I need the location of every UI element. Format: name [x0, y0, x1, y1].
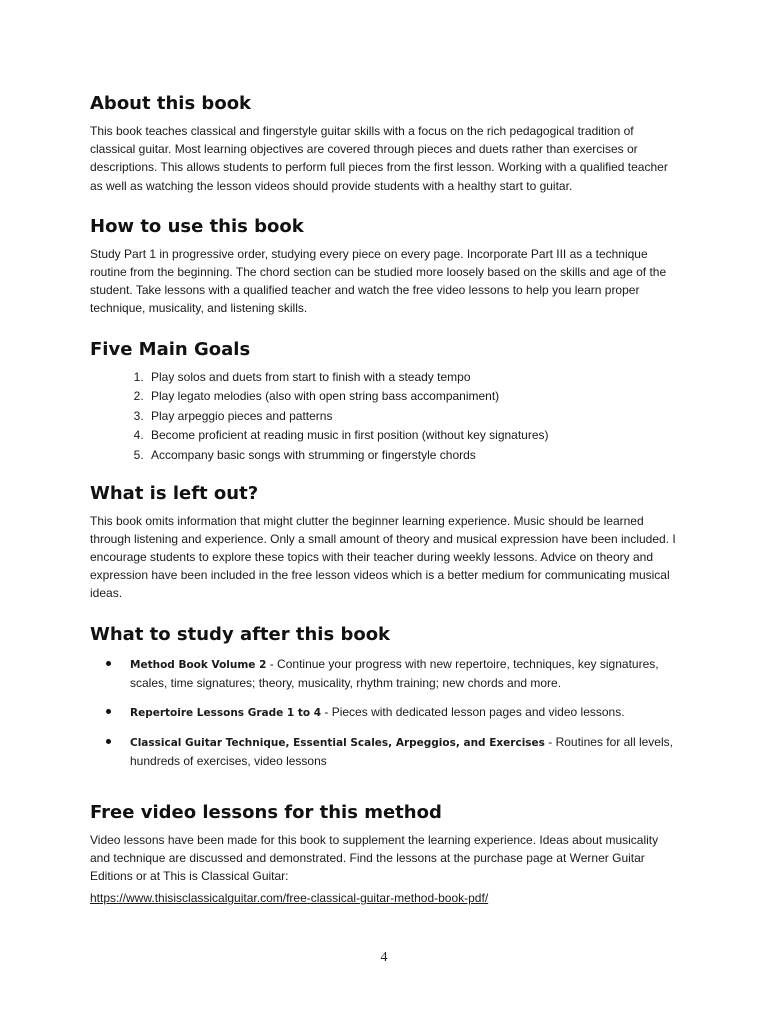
- bullet-icon: [106, 661, 111, 666]
- list-item: 2. Play legato melodies (also with open string bass accompaniment): [147, 387, 680, 407]
- list-item-text: - Continue your progress with new repertoire, techniques, key signatures, scales, time signatures; theory, musicality, rhythm training; new chords and more.: [130, 656, 659, 690]
- section-body-video: Video lessons have been made for this book to supplement the learning experience. Ideas about musicality and technique are discussed and demonstrated. Find the lessons at the purchase page at Werner Guitar Editions or at This is Classical Guitar:: [90, 832, 659, 884]
- section-title-after: What to study after this book: [90, 623, 391, 645]
- section-title-goals: Five Main Goals: [90, 338, 251, 360]
- list-item: 4. Become proficient at reading music in first position (without key signatures): [147, 426, 680, 446]
- list-item: 1. Play solos and duets from start to finish with a steady tempo: [147, 368, 680, 388]
- section-how-to-use: [90, 215, 680, 318]
- list-item-text: - Pieces with dedicated lesson pages and video lessons.: [321, 705, 625, 720]
- section-title-video: Free video lessons for this method: [90, 801, 442, 823]
- section-goals: [90, 338, 680, 466]
- section-video: [90, 801, 680, 906]
- bullet-icon: [106, 739, 111, 744]
- document-page: [90, 92, 680, 925]
- list-item: [130, 655, 680, 692]
- section-body-about: This book teaches classical and fingerstyle guitar skills with a focus on the rich pedagogical tradition of classical guitar. Most learning objectives are covered through pieces and duets rather than exercises or descriptions. This allows students to perform full pieces from the first lesson. Working with a qualified teacher as well as watching the lesson videos should provide students with a healthy start to guitar.: [90, 124, 668, 193]
- list-item: 3. Play arpeggio pieces and patterns: [147, 407, 680, 427]
- page-number: 4: [380, 950, 388, 965]
- section-title-how-to-use: How to use this book: [90, 215, 304, 237]
- goals-list: [90, 368, 680, 466]
- section-title-left-out: What is left out?: [90, 482, 259, 504]
- section-left-out: [90, 482, 680, 603]
- section-about: [90, 92, 680, 195]
- list-item: [130, 703, 680, 722]
- section-body-left-out: This book omits information that might clutter the beginner learning experience. Music should be learned through listening and experience. Only a small amount of theory and musical expression have been included. I encourage students to explore these topics with their teacher during weekly lessons. Advice on theory and expression have been included in the free lesson videos which is a better medium for communicating musical ideas.: [90, 513, 676, 601]
- list-item: 5. Accompany basic songs with strumming or fingerstyle chords: [147, 446, 680, 466]
- bullet-icon: [106, 709, 111, 714]
- section-body-how-to-use: Study Part 1 in progressive order, studying every piece on every page. Incorporate Part III as a technique routine from the beginning. The chord section can be studied more loosely based on the skills and age of the student. Take lessons with a qualified teacher and watch the free video lessons to help you learn proper technique, musicality, and listening skills.: [90, 246, 667, 316]
- list-item-bold: Repertoire Lessons Grade 1 to 4: [130, 707, 322, 720]
- list-item-bold: Classical Guitar Technique, Essential Scales, Arpeggios, and Exercises: [130, 737, 545, 750]
- list-item-text: - Routines for all levels, hundreds of exercises, video lessons: [130, 735, 673, 769]
- section-title-about: About this book: [90, 93, 252, 114]
- video-lessons-link[interactable]: https://www.thisisclassicalguitar.com/free-classical-guitar-method-book-pdf/: [90, 891, 489, 906]
- list-item: [130, 733, 680, 770]
- after-list: [90, 655, 680, 771]
- section-after: [90, 623, 680, 771]
- list-item-bold: Method Book Volume 2: [130, 658, 267, 671]
